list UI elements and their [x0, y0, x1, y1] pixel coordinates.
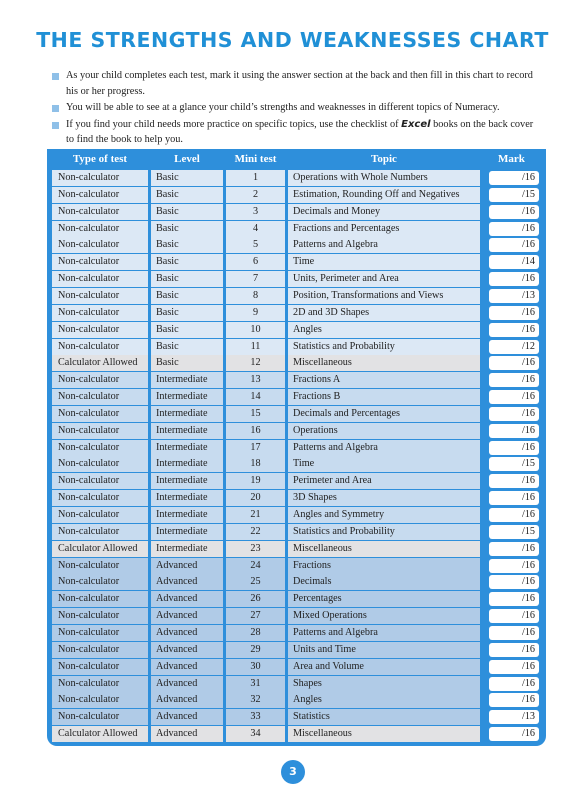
mark-total: /16: [522, 273, 536, 285]
mark-total: /16: [522, 323, 536, 335]
type-cell: Non-calculator: [52, 406, 148, 422]
topic-cell: Angles: [288, 322, 480, 338]
mark-cell[interactable]: [483, 490, 540, 506]
topic-cell: Patterns and Algebra: [288, 237, 480, 253]
mark-cell[interactable]: [483, 305, 540, 321]
strengths-weaknesses-table: [47, 149, 546, 746]
table-row: [52, 692, 540, 708]
level-cell: Basic: [151, 271, 223, 287]
table-row: [52, 288, 540, 304]
table-row: [52, 204, 540, 220]
type-cell: Non-calculator: [52, 288, 148, 304]
mark-input-box[interactable]: [489, 710, 539, 724]
mark-total: /16: [522, 660, 536, 672]
topic-cell: 3D Shapes: [288, 490, 480, 506]
topic-cell: Statistics: [288, 709, 480, 725]
level-cell: Advanced: [151, 659, 223, 675]
mini-test-cell: 25: [226, 574, 285, 590]
table-row: [52, 237, 540, 253]
table-row: [52, 389, 540, 405]
type-cell: Calculator Allowed: [52, 541, 148, 557]
topic-cell: Area and Volume: [288, 659, 480, 675]
mini-test-cell: 26: [226, 591, 285, 607]
bullet-square-icon: [52, 122, 59, 129]
mark-input-box[interactable]: [489, 457, 539, 471]
topic-cell: Shapes: [288, 676, 480, 692]
level-cell: Intermediate: [151, 524, 223, 540]
level-cell: Basic: [151, 237, 223, 253]
level-cell: Intermediate: [151, 423, 223, 439]
level-cell: Advanced: [151, 692, 223, 708]
mark-input-box[interactable]: [489, 188, 539, 202]
mini-test-cell: 11: [226, 339, 285, 355]
topic-cell: Operations with Whole Numbers: [288, 170, 480, 186]
table-row: [52, 187, 540, 203]
type-cell: Non-calculator: [52, 339, 148, 355]
table-row: [52, 456, 540, 472]
table-row: [52, 524, 540, 540]
mark-cell[interactable]: [483, 406, 540, 422]
table-row: [52, 473, 540, 489]
type-cell: Non-calculator: [52, 490, 148, 506]
mark-input-box[interactable]: [489, 356, 539, 370]
level-cell: Basic: [151, 322, 223, 338]
mark-cell[interactable]: [483, 574, 540, 590]
type-cell: Non-calculator: [52, 524, 148, 540]
mini-test-cell: 31: [226, 676, 285, 692]
mini-test-cell: 4: [226, 221, 285, 237]
table-row: [52, 676, 540, 692]
topic-cell: Fractions: [288, 558, 480, 574]
mini-test-cell: 10: [226, 322, 285, 338]
mark-total: /15: [522, 458, 536, 470]
topic-cell: Angles and Symmetry: [288, 507, 480, 523]
mark-total: /16: [522, 728, 536, 740]
type-cell: Non-calculator: [52, 625, 148, 641]
type-cell: Non-calculator: [52, 608, 148, 624]
table-row: [52, 558, 540, 574]
mark-input-box[interactable]: [489, 609, 539, 623]
mark-cell[interactable]: [483, 221, 540, 237]
type-cell: Non-calculator: [52, 558, 148, 574]
mark-total: /13: [522, 289, 536, 301]
mini-test-cell: 34: [226, 726, 285, 742]
mark-total: /16: [522, 576, 536, 588]
page-number: 3: [281, 760, 305, 784]
mini-test-cell: 9: [226, 305, 285, 321]
table-row: [52, 726, 540, 742]
mark-total: /16: [522, 239, 536, 251]
mark-cell[interactable]: [483, 254, 540, 270]
table-row: [52, 254, 540, 270]
level-cell: Basic: [151, 170, 223, 186]
mark-input-box[interactable]: [489, 660, 539, 674]
mini-test-cell: 1: [226, 170, 285, 186]
intro-item: [52, 68, 542, 99]
intro-text: As your child completes each test, mark it using the answer section at the back and then fill in this chart to record his or her progress.: [66, 70, 533, 97]
mini-test-cell: 18: [226, 456, 285, 472]
table-header: [52, 151, 540, 167]
type-cell: Non-calculator: [52, 221, 148, 237]
type-cell: Non-calculator: [52, 423, 148, 439]
col-header-level: Level: [174, 153, 200, 165]
topic-cell: Estimation, Rounding Off and Negatives: [288, 187, 480, 203]
table-row: [52, 305, 540, 321]
mark-cell[interactable]: [483, 676, 540, 692]
mark-total: /16: [522, 357, 536, 369]
level-cell: Advanced: [151, 726, 223, 742]
level-cell: Intermediate: [151, 372, 223, 388]
level-cell: Intermediate: [151, 507, 223, 523]
mark-total: /16: [522, 542, 536, 554]
topic-cell: Miscellaneous: [288, 541, 480, 557]
type-cell: Non-calculator: [52, 642, 148, 658]
mini-test-cell: 30: [226, 659, 285, 675]
mini-test-cell: 7: [226, 271, 285, 287]
table-row: [52, 625, 540, 641]
table-row: [52, 406, 540, 422]
mark-cell[interactable]: [483, 440, 540, 456]
level-cell: Advanced: [151, 608, 223, 624]
mark-input-box[interactable]: [489, 323, 539, 337]
table-row: [52, 355, 540, 371]
mark-total: /16: [522, 374, 536, 386]
bullet-square-icon: [52, 105, 59, 112]
mark-cell[interactable]: [483, 456, 540, 472]
mark-input-box[interactable]: [489, 508, 539, 522]
level-cell: Intermediate: [151, 541, 223, 557]
mark-cell[interactable]: [483, 339, 540, 355]
mini-test-cell: 32: [226, 692, 285, 708]
topic-cell: Percentages: [288, 591, 480, 607]
type-cell: Non-calculator: [52, 322, 148, 338]
bullet-square-icon: [52, 73, 59, 80]
table-row: [52, 271, 540, 287]
topic-cell: Time: [288, 254, 480, 270]
type-cell: Non-calculator: [52, 204, 148, 220]
topic-cell: Miscellaneous: [288, 355, 480, 371]
table-row: [52, 322, 540, 338]
topic-cell: Patterns and Algebra: [288, 440, 480, 456]
mark-cell[interactable]: [483, 541, 540, 557]
topic-cell: Fractions and Percentages: [288, 221, 480, 237]
mark-total: /16: [522, 509, 536, 520]
topic-cell: Statistics and Probability: [288, 339, 480, 355]
topic-cell: Time: [288, 456, 480, 472]
level-cell: Advanced: [151, 558, 223, 574]
mark-cell[interactable]: [483, 204, 540, 220]
topic-cell: Decimals: [288, 574, 480, 590]
mark-input-box[interactable]: [489, 205, 539, 219]
mini-test-cell: 12: [226, 355, 285, 371]
mini-test-cell: 21: [226, 507, 285, 523]
mark-cell[interactable]: [483, 625, 540, 641]
table-row: [52, 372, 540, 388]
topic-cell: Units and Time: [288, 642, 480, 658]
mark-input-box[interactable]: [489, 407, 539, 421]
table-row: [52, 507, 540, 523]
col-header-topic: Topic: [371, 153, 397, 165]
type-cell: Non-calculator: [52, 170, 148, 186]
level-cell: Advanced: [151, 574, 223, 590]
intro-item: [52, 100, 542, 116]
type-cell: Calculator Allowed: [52, 726, 148, 742]
topic-cell: Decimals and Percentages: [288, 406, 480, 422]
topic-cell: Perimeter and Area: [288, 473, 480, 489]
type-cell: Non-calculator: [52, 456, 148, 472]
mini-test-cell: 15: [226, 406, 285, 422]
mark-cell[interactable]: [483, 473, 540, 489]
mark-input-box[interactable]: [489, 306, 539, 320]
mark-input-box[interactable]: [489, 289, 539, 303]
mini-test-cell: 5: [226, 237, 285, 253]
col-header-mark: Mark: [498, 153, 525, 165]
mark-input-box[interactable]: [489, 592, 539, 606]
level-cell: Advanced: [151, 642, 223, 658]
mark-input-box[interactable]: [489, 693, 539, 707]
table-row: [52, 659, 540, 675]
mark-total: /16: [522, 391, 536, 403]
topic-cell: Patterns and Algebra: [288, 625, 480, 641]
table-row: [52, 440, 540, 456]
intro-text-before: If you find your child needs more practice on specific topics, use the checklist of: [66, 118, 402, 130]
intro-text: You will be able to see at a glance your child’s strengths and weaknesses in different topics of Numeracy.: [66, 102, 500, 113]
mark-cell[interactable]: [483, 709, 540, 725]
type-cell: Non-calculator: [52, 254, 148, 270]
mark-total: /16: [522, 626, 536, 638]
table-row: [52, 574, 540, 590]
mark-total: /16: [522, 407, 536, 419]
mark-input-box[interactable]: [489, 171, 539, 185]
mini-test-cell: 14: [226, 389, 285, 405]
table-row: [52, 221, 540, 237]
mark-cell[interactable]: [483, 271, 540, 287]
type-cell: Calculator Allowed: [52, 355, 148, 371]
mark-total: /16: [522, 424, 536, 436]
mark-input-box[interactable]: [489, 441, 539, 455]
mark-total: /16: [522, 492, 536, 504]
table-row: [52, 170, 540, 186]
level-cell: Basic: [151, 187, 223, 203]
level-cell: Intermediate: [151, 406, 223, 422]
mark-cell[interactable]: [483, 558, 540, 574]
type-cell: Non-calculator: [52, 692, 148, 708]
mini-test-cell: 33: [226, 709, 285, 725]
mini-test-cell: 22: [226, 524, 285, 540]
level-cell: Basic: [151, 305, 223, 321]
mark-cell[interactable]: [483, 524, 540, 540]
topic-cell: Angles: [288, 692, 480, 708]
mark-cell[interactable]: [483, 659, 540, 675]
table-row: [52, 709, 540, 725]
mark-input-box[interactable]: [489, 373, 539, 387]
type-cell: Non-calculator: [52, 271, 148, 287]
mark-cell[interactable]: [483, 726, 540, 742]
brand-name: Excel: [401, 118, 431, 130]
mark-total: /16: [522, 677, 536, 689]
mark-input-box[interactable]: [489, 575, 539, 589]
mini-test-cell: 13: [226, 372, 285, 388]
type-cell: Non-calculator: [52, 372, 148, 388]
table-row: [52, 339, 540, 355]
table-row: [52, 591, 540, 607]
table-row: [52, 608, 540, 624]
mini-test-cell: 28: [226, 625, 285, 641]
topic-cell: Operations: [288, 423, 480, 439]
level-cell: Intermediate: [151, 473, 223, 489]
mark-input-box[interactable]: [489, 559, 539, 573]
type-cell: Non-calculator: [52, 676, 148, 692]
table-row: [52, 490, 540, 506]
mini-test-cell: 6: [226, 254, 285, 270]
mini-test-cell: 24: [226, 558, 285, 574]
mark-total: /15: [522, 525, 536, 537]
mini-test-cell: 29: [226, 642, 285, 658]
mark-cell[interactable]: [483, 372, 540, 388]
mark-input-box[interactable]: [489, 677, 539, 691]
topic-cell: 2D and 3D Shapes: [288, 305, 480, 321]
mark-input-box[interactable]: [489, 525, 539, 539]
type-cell: Non-calculator: [52, 440, 148, 456]
level-cell: Advanced: [151, 625, 223, 641]
mark-cell[interactable]: [483, 423, 540, 439]
mark-input-box[interactable]: [489, 626, 539, 640]
page-title: THE STRENGTHS AND WEAKNESSES CHART: [36, 28, 549, 52]
topic-cell: Statistics and Probability: [288, 524, 480, 540]
mini-test-cell: 17: [226, 440, 285, 456]
mark-cell[interactable]: [483, 288, 540, 304]
table-row: [52, 642, 540, 658]
type-cell: Non-calculator: [52, 389, 148, 405]
mark-total: /16: [522, 475, 536, 487]
level-cell: Intermediate: [151, 490, 223, 506]
mark-input-box[interactable]: [489, 255, 539, 269]
mark-input-box[interactable]: [489, 727, 539, 741]
mark-input-box[interactable]: [489, 222, 539, 236]
level-cell: Intermediate: [151, 389, 223, 405]
mark-total: /14: [522, 256, 536, 268]
mark-input-box[interactable]: [489, 272, 539, 286]
mark-total: /16: [522, 205, 536, 217]
mini-test-cell: 8: [226, 288, 285, 304]
mark-total: /16: [522, 559, 536, 571]
mark-cell[interactable]: [483, 237, 540, 253]
col-header-type: Type of test: [72, 153, 128, 165]
mark-input-box[interactable]: [489, 424, 539, 438]
mark-input-box[interactable]: [489, 542, 539, 556]
mark-total: /16: [522, 222, 536, 234]
mark-cell[interactable]: [483, 591, 540, 607]
type-cell: Non-calculator: [52, 659, 148, 675]
type-cell: Non-calculator: [52, 709, 148, 725]
col-header-mini-test: Mini test: [234, 153, 277, 165]
topic-cell: Mixed Operations: [288, 608, 480, 624]
mark-total: /16: [522, 172, 536, 183]
mark-cell[interactable]: [483, 355, 540, 371]
mini-test-cell: 27: [226, 608, 285, 624]
mark-total: /13: [522, 711, 536, 723]
type-cell: Non-calculator: [52, 507, 148, 523]
mark-total: /16: [522, 306, 536, 318]
type-cell: Non-calculator: [52, 574, 148, 590]
mark-cell[interactable]: [483, 322, 540, 338]
level-cell: Basic: [151, 355, 223, 371]
type-cell: Non-calculator: [52, 237, 148, 253]
level-cell: Basic: [151, 339, 223, 355]
mini-test-cell: 2: [226, 187, 285, 203]
mark-cell[interactable]: [483, 642, 540, 658]
topic-cell: Position, Transformations and Views: [288, 288, 480, 304]
level-cell: Basic: [151, 221, 223, 237]
mark-total: /15: [522, 188, 536, 200]
topic-cell: Fractions B: [288, 389, 480, 405]
mark-input-box[interactable]: [489, 491, 539, 505]
level-cell: Advanced: [151, 591, 223, 607]
mark-input-box[interactable]: [489, 474, 539, 488]
mini-test-cell: 16: [226, 423, 285, 439]
mark-total: /16: [522, 643, 536, 655]
mark-total: /16: [522, 610, 536, 622]
type-cell: Non-calculator: [52, 473, 148, 489]
table-row: [52, 541, 540, 557]
topic-cell: Fractions A: [288, 372, 480, 388]
mark-input-box[interactable]: [489, 390, 539, 404]
level-cell: Basic: [151, 288, 223, 304]
mark-input-box[interactable]: [489, 643, 539, 657]
mini-test-cell: 23: [226, 541, 285, 557]
type-cell: Non-calculator: [52, 305, 148, 321]
type-cell: Non-calculator: [52, 591, 148, 607]
level-cell: Basic: [151, 254, 223, 270]
level-cell: Intermediate: [151, 440, 223, 456]
mini-test-cell: 3: [226, 204, 285, 220]
mark-cell[interactable]: [483, 187, 540, 203]
topic-cell: Miscellaneous: [288, 726, 480, 742]
mark-cell[interactable]: [483, 389, 540, 405]
intro-item: [52, 117, 542, 148]
mark-input-box[interactable]: [489, 238, 539, 252]
level-cell: Advanced: [151, 709, 223, 725]
mark-input-box[interactable]: [489, 340, 539, 354]
level-cell: Intermediate: [151, 456, 223, 472]
mark-cell[interactable]: [483, 507, 540, 523]
topic-cell: Units, Perimeter and Area: [288, 271, 480, 287]
intro-list: [52, 68, 542, 149]
mark-cell[interactable]: [483, 608, 540, 624]
table-row: [52, 423, 540, 439]
level-cell: Basic: [151, 204, 223, 220]
mark-total: /16: [522, 593, 536, 605]
mini-test-cell: 19: [226, 473, 285, 489]
topic-cell: Decimals and Money: [288, 204, 480, 220]
mark-total: /12: [522, 340, 536, 352]
intro-text-after: books on the back cover to find the book to help you.: [66, 118, 534, 145]
type-cell: Non-calculator: [52, 187, 148, 203]
mark-cell[interactable]: [483, 692, 540, 708]
level-cell: Advanced: [151, 676, 223, 692]
mark-total: /16: [522, 694, 536, 706]
mark-total: /16: [522, 441, 536, 453]
mini-test-cell: 20: [226, 490, 285, 506]
mark-cell[interactable]: [483, 170, 540, 186]
